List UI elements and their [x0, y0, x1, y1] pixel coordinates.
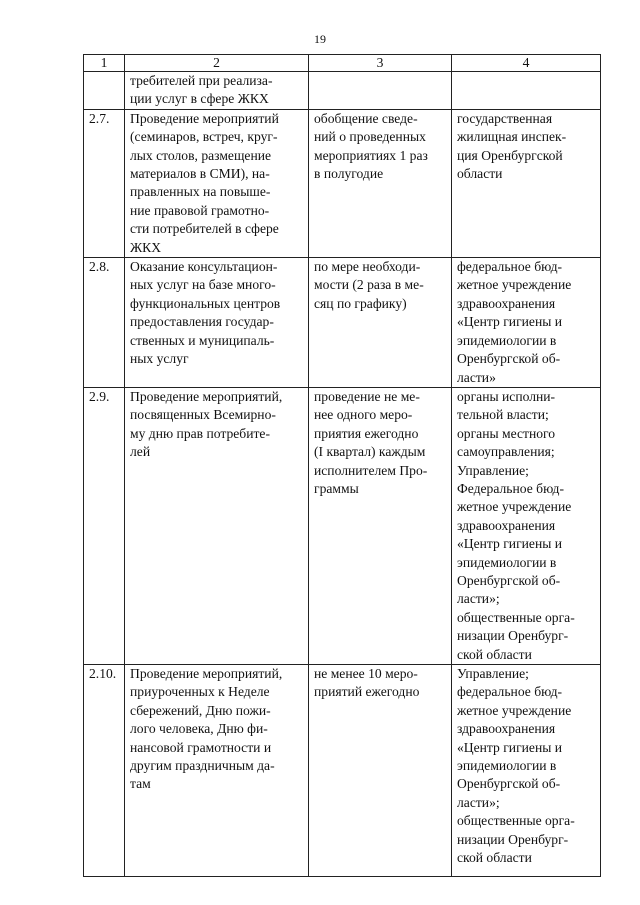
continuation-frequency-cell: [309, 72, 452, 110]
frequency-cell: [309, 109, 452, 257]
executor-cell: [452, 387, 601, 664]
table-row: [84, 109, 601, 257]
executor-cell: [452, 109, 601, 257]
row-number: 2.9.: [84, 387, 125, 664]
row-number: 2.10.: [84, 665, 125, 877]
row-number: 2.7.: [84, 109, 125, 257]
executor-text: Управление; федеральное бюд- жетное учреждение здравоохранения «Центр гигиены и эпидемиологии в Оренбургской об- ласти»; общественные орга- низации Оренбург- ской области: [457, 666, 575, 866]
table-row: [84, 387, 601, 664]
column-header-1: 1: [84, 55, 125, 72]
activity-text: Оказание консультацион- ных услуг на базе много- функциональных центров предоставления государ- ственных и муниципаль- ных услуг: [130, 259, 281, 367]
frequency-text: обобщение сведе- ний о проведенных мероприятиях 1 раз в полугодие: [314, 110, 428, 182]
column-header-4: 4: [452, 55, 601, 72]
activity-text: Проведение мероприятий (семинаров, встреч, круг- лых столов, размещение материалов в СМИ), на- правленных на повыше- ние правовой грамотно- сти потребителей в сфере ЖКХ: [130, 110, 279, 255]
frequency-text: не менее 10 меро- приятий ежегодно: [314, 666, 420, 700]
row-number: 2.8.: [84, 258, 125, 388]
activity-cell: [125, 109, 309, 257]
frequency-cell: [309, 665, 452, 877]
activity-cell: [125, 665, 309, 877]
activity-cell: [125, 387, 309, 664]
column-header-3: 3: [309, 55, 452, 72]
frequency-text: по мере необходи- мости (2 раза в ме- сяц по графику): [314, 259, 424, 311]
executor-cell: [452, 665, 601, 877]
continuation-activity: требителей при реализа- ции услуг в сфере ЖКХ: [130, 73, 273, 107]
continuation-num-cell: [84, 72, 125, 110]
frequency-text: проведение не ме- нее одного меро- приятия ежегодно (I квартал) каждым исполнителем Про- граммы: [314, 388, 428, 496]
executor-cell: [452, 258, 601, 388]
continuation-executor-cell: [452, 72, 601, 110]
page-number: 19: [314, 32, 326, 46]
continuation-activity-cell: [125, 72, 309, 110]
executor-text: органы исполни- тельной власти; органы местного самоуправления; Управление; Федеральное бюд- жетное учреждение здравоохранения «Центр гигиены и эпидемиологии в Оренбургской об- ласти»; общественные орга- низации Оренбург- ской области: [457, 388, 575, 662]
executor-text: федеральное бюд- жетное учреждение здравоохранения «Центр гигиены и эпидемиологии в Оренбургской об- ласти»: [457, 259, 572, 385]
measures-table: [83, 54, 601, 877]
header-row: [84, 55, 601, 72]
executor-text: государственная жилищная инспек- ция Оренбургской области: [457, 110, 567, 182]
column-header-2: 2: [125, 55, 309, 72]
activity-text: Проведение мероприятий, посвященных Всемирно- му дню прав потребите- лей: [130, 388, 283, 460]
frequency-cell: [309, 258, 452, 388]
frequency-cell: [309, 387, 452, 664]
continuation-row: [84, 72, 601, 110]
table-row: [84, 665, 601, 877]
activity-text: Проведение мероприятий, приуроченных к Неделе сбережений, Дню пожи- лого человека, Дню фи- нансовой грамотности и другим праздничным да- там: [130, 666, 283, 792]
table-row: [84, 258, 601, 388]
activity-cell: [125, 258, 309, 388]
